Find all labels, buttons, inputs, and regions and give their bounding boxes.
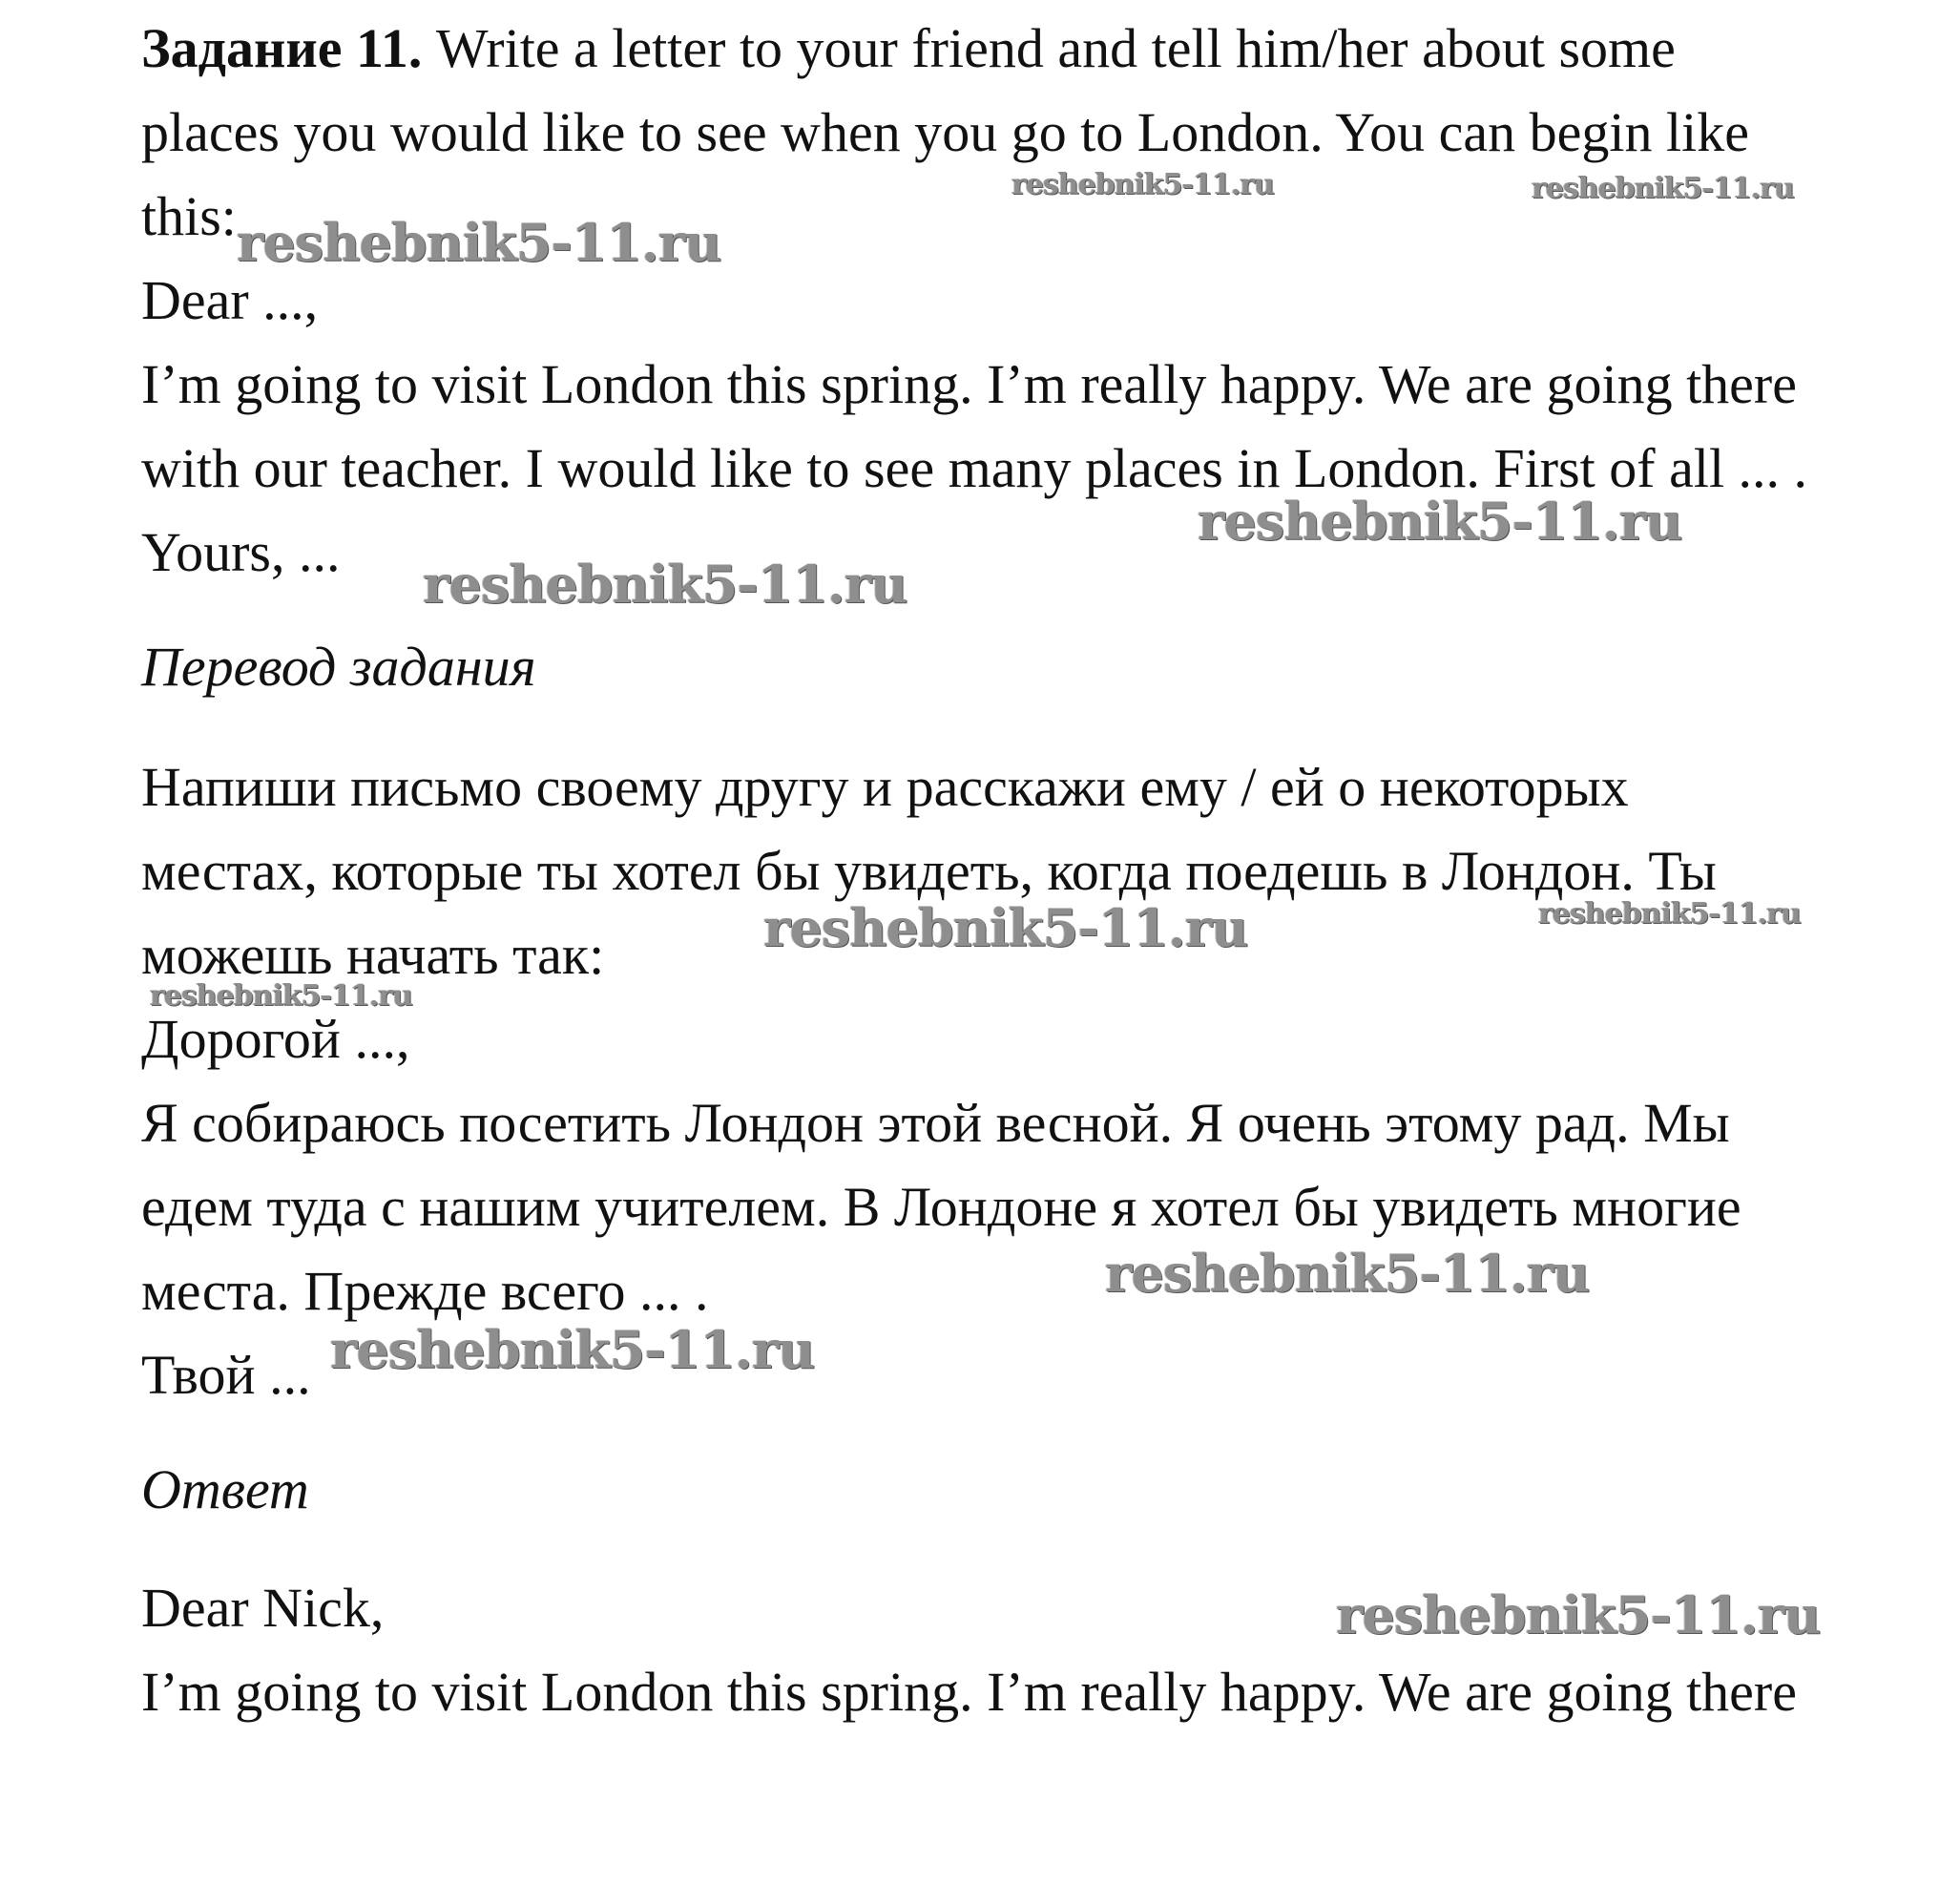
- translation-body-2: едем туда с нашим учителем. В Лондоне я хотел бы увидеть многие: [141, 1176, 1741, 1238]
- translation-line-1: Напиши письмо своему другу и расскажи ему / ей о некоторых: [141, 756, 1629, 818]
- task-body-1: I’m going to visit London this spring. I’m really happy. We are going there: [141, 353, 1797, 415]
- watermark: reshebnik5-11.ru: [763, 897, 1248, 958]
- watermark: reshebnik5-11.ru: [1336, 1584, 1821, 1645]
- task-line-1: [141, 15, 1676, 82]
- task-body-2: with our teacher. I would like to see many places in London. First of all ... .: [141, 437, 1808, 499]
- translation-heading: Перевод задания: [141, 636, 536, 698]
- watermark: reshebnik5-11.ru: [1198, 491, 1682, 552]
- task-line-3: this:: [141, 185, 237, 247]
- task-line-2: places you would like to see when you go to London. You can begin like: [141, 101, 1749, 163]
- translation-line-2: местах, которые ты хотел бы увидеть, когда поедешь в Лондон. Ты: [141, 840, 1717, 902]
- task-number: Задание 11.: [141, 17, 423, 79]
- watermark: reshebnik5-11.ru: [150, 979, 412, 1013]
- watermark: reshebnik5-11.ru: [1105, 1243, 1590, 1304]
- answer-greeting: Dear Nick,: [141, 1577, 385, 1639]
- translation-closing: Твой ...: [141, 1344, 311, 1406]
- watermark: reshebnik5-11.ru: [237, 212, 721, 273]
- watermark: reshebnik5-11.ru: [1011, 168, 1274, 201]
- translation-body-1: Я собираюсь посетить Лондон этой весной. Я очень этому рад. Мы: [141, 1092, 1730, 1154]
- watermark: reshebnik5-11.ru: [1532, 172, 1794, 205]
- watermark: reshebnik5-11.ru: [1538, 897, 1801, 931]
- translation-line-3: можешь начать так:: [141, 924, 605, 986]
- task-text: Write a letter to your friend and tell him/her about some: [422, 17, 1676, 79]
- translation-greeting: Дорогой ...,: [141, 1008, 410, 1070]
- answer-body-1: I’m going to visit London this spring. I’m really happy. We are going there: [141, 1661, 1797, 1723]
- task-greeting: Dear ...,: [141, 269, 319, 331]
- answer-heading: Ответ: [141, 1458, 309, 1520]
- task-closing: Yours, ...: [141, 521, 341, 583]
- watermark: reshebnik5-11.ru: [330, 1319, 815, 1380]
- translation-body-3: места. Прежде всего ... .: [141, 1260, 709, 1322]
- watermark: reshebnik5-11.ru: [423, 554, 907, 615]
